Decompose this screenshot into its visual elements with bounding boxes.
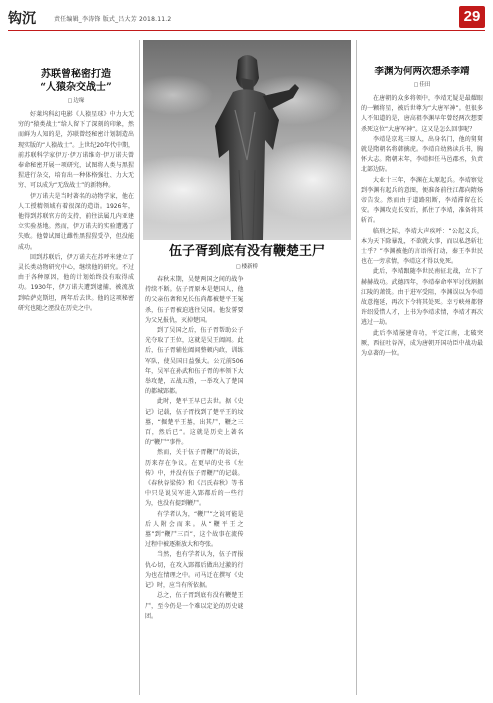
paragraph: 此后李靖屡建奇功，平定江南，北破突厥，西征吐谷浑，成为唐朝开国功臣中战功最为卓著的一位。 <box>361 329 483 358</box>
paragraph: 总之，伍子胥到底有没有鞭楚王尸，至今仍是一个难以定论的历史谜团。 <box>145 592 244 620</box>
paragraph: 在唐朝的众多将领中，李靖无疑是最耀眼的一颗将星，被后世尊为“大唐军神”。但很多人不知道的是，唐高祖李渊早年曾经两次想要杀死这位“大唐军神”。这又是怎么回事呢？ <box>361 95 483 133</box>
paragraph: 好莱坞科幻电影《人猿星球》中力大无穷的“猿类战士”给人留下了深刻的印象，然而鲜为人知的是，苏联曾经秘密计划制造出现实版的“人猿战士”。上世纪20年代中期，前苏联科学家伊万·伊万诺维奇·伊万诺夫曾奉命秘密开展一项研究，试图将人类与黑猩猩进行杂交，培育出一种体格强壮、力大无穷、可以成为“无敌战士”的新物种。 <box>18 111 134 190</box>
left-article-title <box>18 68 134 94</box>
paragraph: 然而，关于伍子胥鞭尸的说法，历来存在争议。在更早的史书《左传》中，并没有伍子胥鞭尸的记载。《春秋谷梁传》和《吕氏春秋》等书中只是说吴军进入郢都后的一些行为，也没有提到鞭尸。 <box>145 449 244 508</box>
statue-illustration <box>143 40 351 240</box>
right-article-body <box>361 94 483 359</box>
statue-photo <box>143 40 351 240</box>
left-article-body <box>18 110 134 314</box>
column-divider-right <box>356 40 357 695</box>
paragraph: 李靖是京兆三原人，出身名门，他的舅舅就是隋朝名将韩擒虎。李靖自幼熟读兵书，胸怀大志。隋朝末年，李靖担任马邑郡丞，负责北部边防。 <box>361 135 483 174</box>
left-article <box>18 68 134 696</box>
section-title: 钩沉 <box>8 11 36 27</box>
feature-article <box>143 40 351 695</box>
feature-byline: □ 楼新桥 <box>143 262 351 270</box>
right-article-byline: □ 佳田 <box>361 80 483 88</box>
paragraph: 伊万诺夫是当时著名的动物学家，他在人工授精领域有着很深的造诣。1926年，他得到苏联官方的支持，前往法属几内亚建立实验基地。然而，伊万诺夫的实验遭遇了失败。他曾试图让雌性黑猩猩受孕，但没能成功。 <box>18 192 134 251</box>
column-divider-left <box>139 40 140 695</box>
page-header <box>8 6 485 31</box>
feature-title: 伍子胥到底有没有鞭楚王尸 <box>168 244 325 259</box>
editor-credits: 责任编辑_李涛锋 版式_吕大芳 2018.11.2 <box>54 16 172 23</box>
left-article-title-line1: 苏联曾秘密打造 <box>41 69 111 80</box>
paragraph: 此后，李靖跟随李世民南征北战，立下了赫赫战功。武德四年，李靖奉命率军讨伐割据江陵的萧铣。由于进军受阻，李渊误以为李靖故意拖延，再次下令将其处死。幸亏峡州都督许绍爱惜人才，上书为李靖求情，李靖才再次逃过一劫。 <box>361 268 483 327</box>
paragraph: 春秋末期，吴楚两国之间的战争持续不断。伍子胥原本是楚国人，他的父亲伍奢和兄长伍尚都被楚平王冤杀，伍子胥被迫逃往吴国。他发誓要为父兄报仇，灭掉楚国。 <box>145 276 244 324</box>
paragraph: 到了吴国之后，伍子胥帮助公子光夺取了王位，这就是吴王阖闾。此后，伍子胥辅佐阖闾整顿内政，训练军队，使吴国日益强大。公元前506年，吴军在孙武和伍子胥的率领下大举攻楚，五战五胜，一举攻入了楚国的都城郢都。 <box>145 327 244 396</box>
right-article <box>361 66 483 696</box>
paragraph: 大业十三年，李渊在太原起兵。李靖察觉到李渊有起兵的意图，便准备前往江都向隋炀帝告发。然而由于道路阻断，李靖滞留在长安。李渊攻克长安后，抓住了李靖，准备将其斩首。 <box>361 176 483 225</box>
paragraph: 此时，楚平王早已去世。据《史记》记载，伍子胥找到了楚平王的坟墓，“掘楚平王墓，出其尸，鞭之三百，然后已”。这就是历史上著名的“鞭尸”事件。 <box>145 398 244 447</box>
paragraph: 回到苏联后，伊万诺夫在苏呼米建立了灵长类动物研究中心，继续他的研究。不过由于各种原因，他的计划始终没有取得成功。1930年，伊万诺夫遭到逮捕，被流放到哈萨克斯坦，两年后去世。他的这项秘密研究也随之湮没在历史之中。 <box>18 253 134 312</box>
left-article-title-line2: “人猿杂交战士” <box>40 82 112 93</box>
paragraph: 临刑之际，李靖大声疾呼：“公起义兵，本为天下除暴乱，不欲就大事，而以私怨斩壮士乎？”李渊被他的言语所打动，秦王李世民也在一旁求情，李靖这才得以免死。 <box>361 227 483 266</box>
left-article-byline: □ 边缘 <box>18 96 134 104</box>
right-article-title: 李渊为何两次想杀李靖 <box>374 66 470 77</box>
feature-body <box>145 275 349 695</box>
paragraph: 当然，也有学者认为，伍子胥报仇心切，在攻入郢都后做出过激的行为也在情理之中。司马迁在撰写《史记》时，应当有所依据。 <box>145 551 244 590</box>
page-number: 29 <box>459 6 485 28</box>
paragraph: 有学者认为，“鞭尸”之说可能是后人附会而来。从“鞭平王之墓”到“鞭尸三百”，这个故事在流传过程中被逐渐放大和夸张。 <box>145 510 244 549</box>
